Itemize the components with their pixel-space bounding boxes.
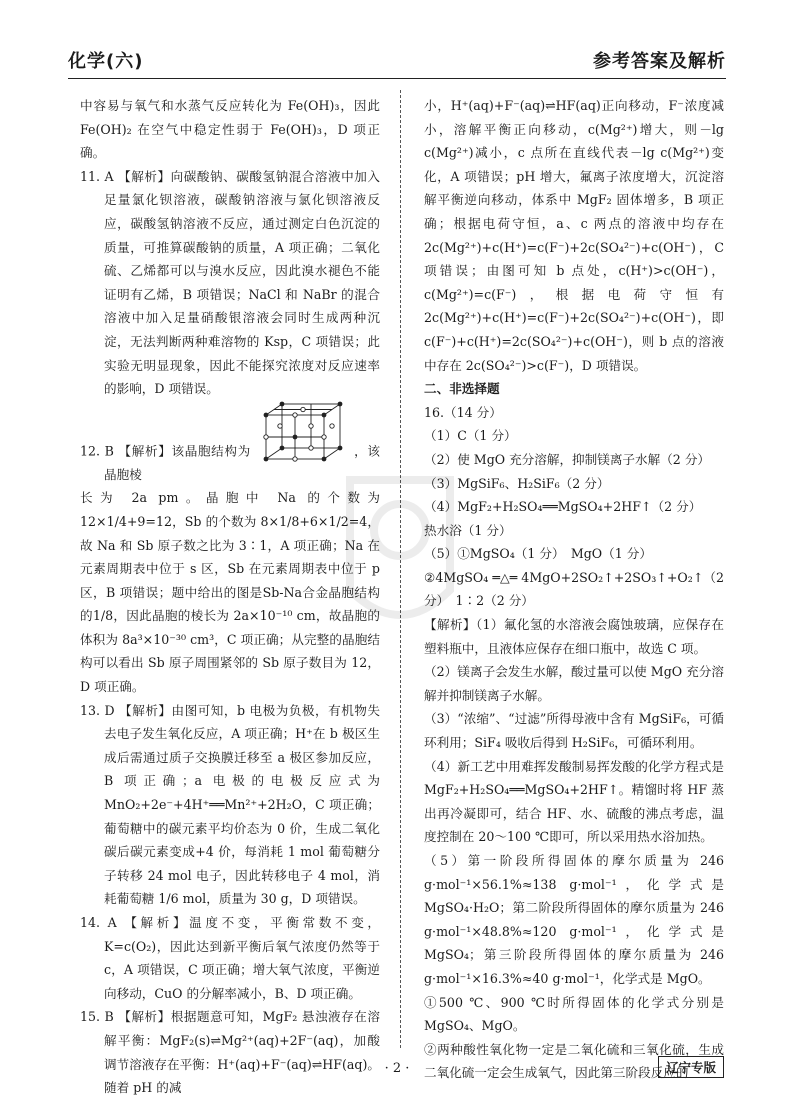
analysis-1: 【解析】（1）氟化氢的水溶液会腐蚀玻璃，应保存在塑料瓶中，且液体应保存在细口瓶中，故选 C 项。 — [424, 617, 724, 656]
answer-16-4: （4）MgF₂+H₂SO₄══MgSO₄+2HF↑（2 分） — [424, 499, 702, 515]
answer-11: 11. A 【解析】向碳酸钠、碳酸氢钠混合溶液中加入足量氯化钡溶液，碳酸钠溶液与氯化钡溶液反应，碳酸氢钠溶液不反应，通过测定白色沉淀的质量，可推算碳酸钠的质量，A 项正确；二氧化硫、乙烯都可以与溴水反应，因此溴水褪色不能证明有乙烯，B 项错误；NaCl 和 NaBr 的混合溶液中加入足量硝酸银溶液会同时生成两种沉淀，无法判断两种难溶物的 Ksp，C 项错误；此实验无明显现象，因此不能探究浓度对反应速率的影响，D 项错误。 — [80, 168, 380, 397]
answer-12-lead-tail: ，该晶胞棱 — [104, 443, 380, 482]
section-title: 参考答案及解析 — [593, 51, 726, 72]
answer-16-3: （3）MgSiF₆、H₂SiF₆（2 分） — [424, 475, 610, 491]
answer-16-5: （5）①MgSO₄（1 分） MgO（1 分） — [424, 546, 652, 562]
section-heading: 二、非选择题 — [424, 381, 500, 397]
crystal-cell-figure — [260, 401, 346, 463]
answer-13: 13. D 【解析】由图可知，b 电极为负极，有机物失去电子发生氧化反应，A 项正确；H⁺在 b 极区生成后需通过质子交换膜迁移至 a 极区参加反应，B 项正确；a 电极的电极反应式为 MnO₂+2e⁻+4H⁺══Mn²⁺+2H₂O，C 项正确；葡萄糖中的碳元素平均价态为 0 价，生成二氧化碳后碳元素变成+4 价，每消耗 1 mol 葡萄糖分子转移 24 mol 电子，因此转移电子 4 mol，消耗葡萄糖 1/6 mol，质量为 30 g，D 项错误。 — [80, 702, 380, 907]
analysis-5: （5）第一阶段所得固体的摩尔质量为 246 g·mol⁻¹×56.1%≈138 g·mol⁻¹，化学式是 MgSO₄·H₂O；第二阶段所得固体的摩尔质量为 246 g·mol⁻¹×48.8%≈120 g·mol⁻¹，化学式是 MgSO₄；第三阶段所得固体的摩尔质量为 246 g·mol⁻¹×16.3%≈40 g·mol⁻¹，化学式是 MgO。 — [424, 853, 724, 986]
answer-12-body: 长为 2a pm。晶胞中 Na 的个数为 12×1/4+9=12，Sb 的个数为 8×1/8+6×1/2=4，故 Na 和 Sb 原子数之比为 3∶1，A 项正确；Na 在元素周期表中位于 s 区，Sb 在元素周期表中位于 p 区，B 项错误；题中给出的图是Sb-Na合金晶胞结构的1/8，因此晶胞的棱长为 2a×10⁻¹⁰ cm，故晶胞的体积为 8a³×10⁻³⁰ cm³，C 项正确；从完整的晶胞结构可以看出 Sb 原子周围紧邻的 Sb 原子数目为 12，D 项正确。 — [80, 490, 380, 695]
answer-16-5b: ②4MgSO₄ ═△═ 4MgO+2SO₂↑+2SO₃↑+O₂↑（2 分） 1∶2（2 分） — [424, 569, 724, 609]
page-header — [68, 44, 726, 79]
answer-text-continued: 中容易与氧气和水蒸气反应转化为 Fe(OH)₃，因此 Fe(OH)₂ 在空气中稳定性弱于 Fe(OH)₃，D 项正确。 — [80, 98, 380, 161]
watermark-logo — [330, 470, 470, 640]
answer-15: 15. B 【解析】根据题意可知，MgF₂ 悬浊液存在溶解平衡：MgF₂(s)⇌Mg²⁺(aq)+2F⁻(aq)，加酸调节溶液存在平衡：H⁺(aq)+F⁻(aq)⇌HF(aq)。随着 pH 的减 — [80, 1009, 380, 1096]
analysis-2: （2）镁离子会发生水解，酸过量可以使 MgO 充分溶解并抑制镁离子水解。 — [424, 664, 724, 703]
analysis-3: （3）“浓缩”、“过滤”所得母液中含有 MgSiF₆，可循环利用；SiF₄ 吸收后得到 H₂SiF₆，可循环利用。 — [424, 711, 724, 751]
edition-badge: 辽宁专版 — [658, 1056, 724, 1078]
analysis-5a: ①500 ℃、900 ℃时所得固体的化学式分别是 MgSO₄、MgO。 — [424, 994, 724, 1034]
answer-15-continued: 小，H⁺(aq)+F⁻(aq)⇌HF(aq)正向移动，F⁻浓度减小，溶解平衡正向移动，c(Mg²⁺)增大，则－lg c(Mg²⁺)减小，c 点所在直线代表－lg c(Mg²⁺)变化，A 项错误；pH 增大，氟离子浓度增大，沉淀溶解平衡逆向移动，体系中 MgF₂ 固体增多，B 项正确；根据电荷守恒，a、c 两点的溶液中均存在 2c(Mg²⁺)+c(H⁺)=c(F⁻)+2c(SO₄²⁻)+c(OH⁻)，C 项错误；由图可知 b 点处，c(H⁺)>c(OH⁻)，c(Mg²⁺)=c(F⁻)，根据电荷守恒有 2c(Mg²⁺)+c(H⁺)=c(F⁻)+2c(SO₄²⁻)+c(OH⁻)，即 c(F⁻)+c(H⁺)=2c(SO₄²⁻)+c(OH⁻)，则 b 点的溶液中存在 2c(SO₄²⁻)>c(F⁻)，D 项错误。 — [424, 98, 724, 373]
answer-12-lead: 12. B 【解析】该晶胞结构为 — [80, 443, 251, 459]
answer-16-1: （1）C（1 分） — [424, 428, 517, 444]
page-number: · 2 · — [384, 1061, 410, 1076]
answer-16-2: （2）使 MgO 充分溶解，抑制镁离子水解（2 分） — [424, 451, 711, 467]
analysis-4: （4）新工艺中用难挥发酸制易挥发酸的化学方程式是 MgF₂+H₂SO₄══MgSO₄+2HF↑。精馏时将 HF 蒸出再冷凝即可，结合 HF、水、硫酸的沸点考虑，温度控制在 20～100 ℃即可，所以采用热水浴加热。 — [424, 758, 724, 845]
analysis-5b: ②两种酸性氧化物一定是二氧化硫和三氧化硫，生成二氧化硫一定会生成氧气，因此第三阶段反应的 — [424, 1041, 724, 1081]
answer-16-title: 16.（14 分） — [424, 404, 502, 420]
subject-title: 化学(六) — [68, 51, 144, 72]
answer-14: 14. A 【解析】温度不变，平衡常数不变，K=c(O₂)，因此达到新平衡后氧气浓度仍然等于 c，A 项错误，C 项正确；增大氧气浓度，平衡逆向移动，CuO 的分解率减小，B、D 项正确。 — [80, 915, 380, 1001]
answer-16-4b: 热水浴（1 分） — [424, 522, 512, 538]
